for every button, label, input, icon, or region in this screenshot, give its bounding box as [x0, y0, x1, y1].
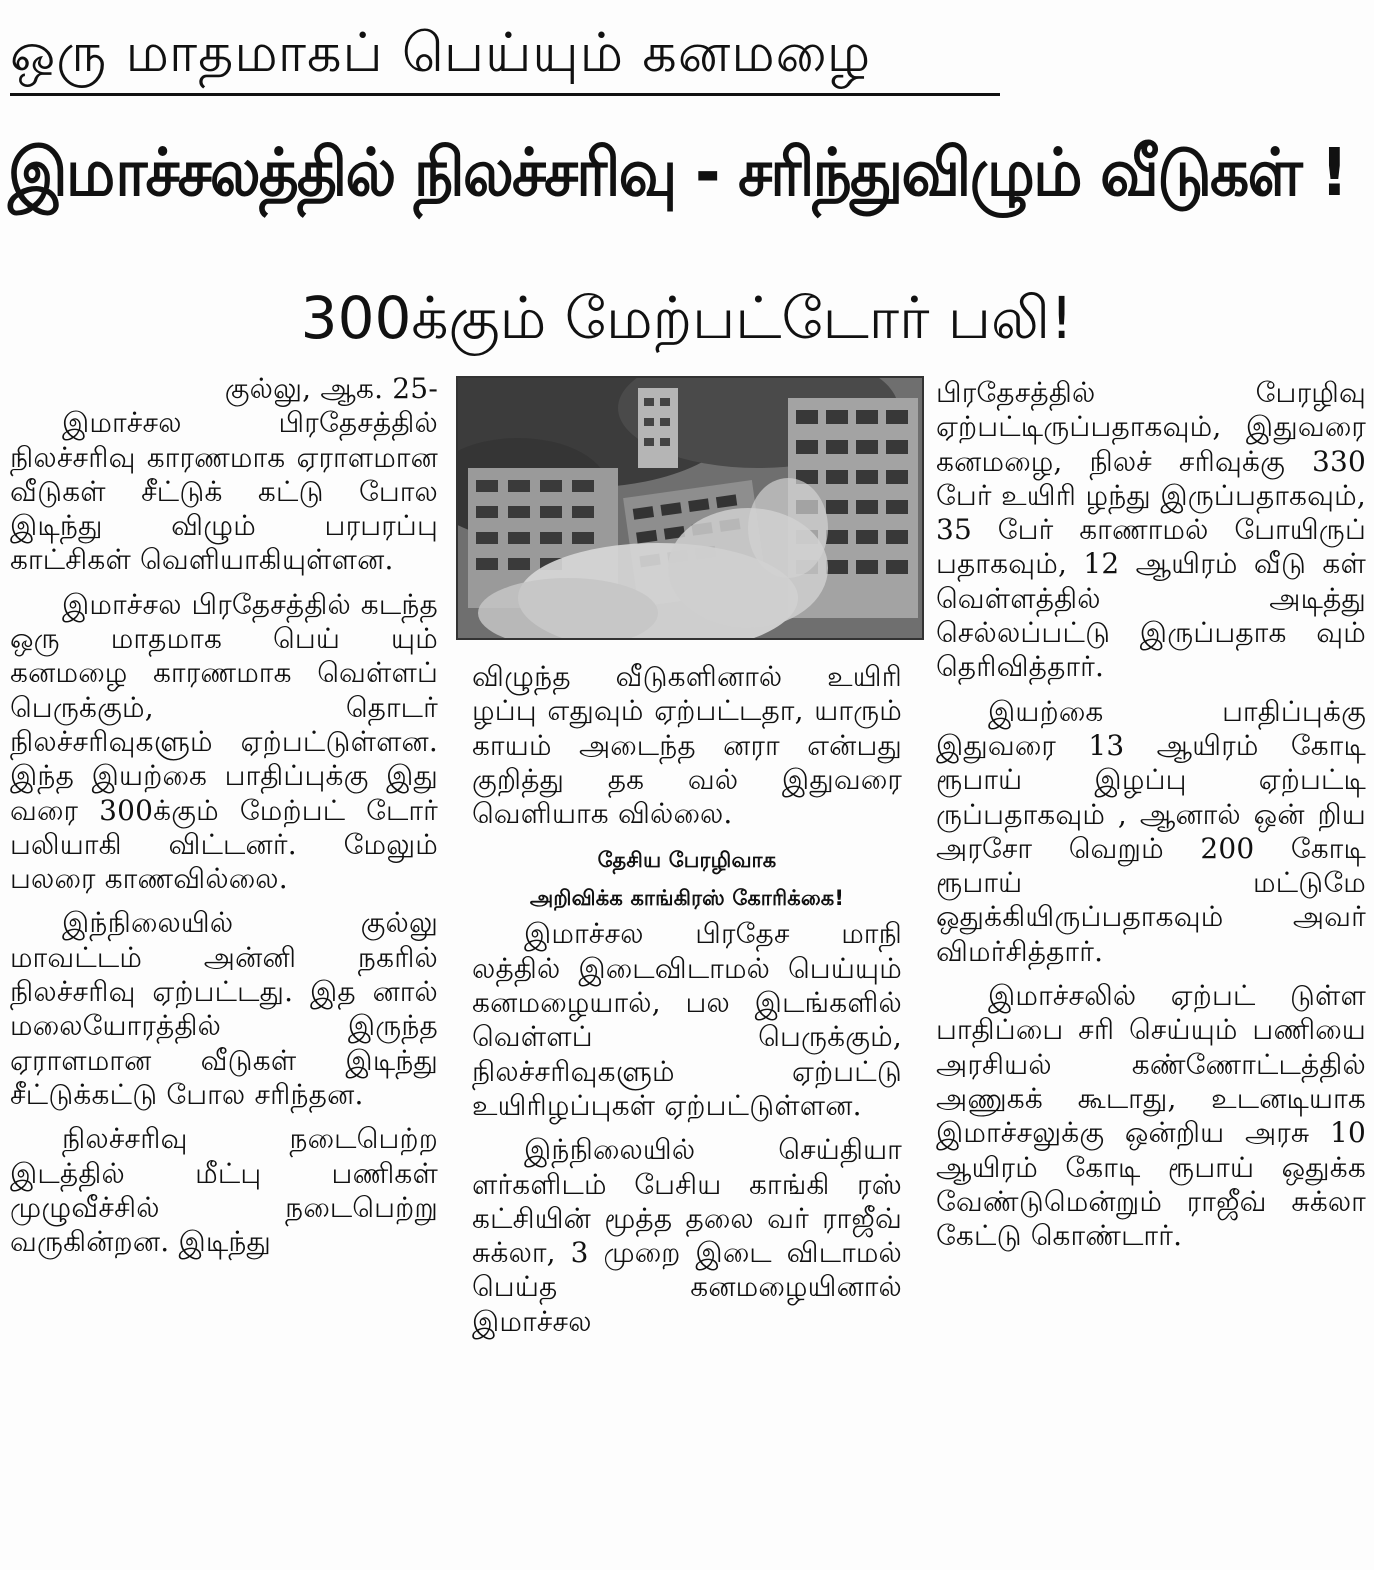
article-column-1	[10, 372, 438, 1269]
paragraph: விழுந்த வீடுகளினால் உயிரி ழப்பு எதுவும் ஏற்பட்டதா, யாரும் காயம் அடைந்த னரா என்பது குறித்து தக வல் இதுவரை வெளியாக வில்லை.	[472, 660, 902, 831]
sub-headline: 300க்கும் மேற்பட்டோர் பலி!	[300, 284, 1074, 352]
paragraph: நிலச்சரிவு நடைபெற்ற இடத்தில் மீட்பு பணிகள் முழுவீச்சில் நடைபெற்று வருகின்றன. இடிந்து	[10, 1122, 438, 1259]
paragraph: இமாச்சல பிரதேச மாநி லத்தில் இடைவிடாமல் பெய்யும் கனமழையால், பல இடங்களில் வெள்ளப் பெருக்கும், நிலச்சரிவுகளும் ஏற்பட்டு உயிரிழப்புகள் ஏற்பட்டுள்ளன.	[472, 917, 902, 1122]
subheading-line-2: அறிவிக்க காங்கிரஸ் கோரிக்கை!	[529, 886, 845, 911]
paragraph: இமாச்சல பிரதேசத்தில் கடந்த ஒரு மாதமாக பெய் யும் கனமழை காரணமாக வெள்ளப் பெருக்கும், தொடர் நிலச்சரிவுகளும் ஏற்பட்டுள்ளன. இந்த இயற்கை பாதிப்புக்கு இது வரை 300க்கும் மேற்பட் டோர் பலியாகி விட்டனர். மேலும் பலரை காணவில்லை.	[10, 587, 438, 896]
article-column-2	[472, 660, 902, 1349]
paragraph: இமாச்சல பிரதேசத்தில் நிலச்சரிவு காரணமாக ஏராளமான வீடுகள் சீட்டுக் கட்டு போல இடிந்து விழும் பரபரப்பு காட்சிகள் வெளியாகியுள்ளன.	[10, 406, 438, 577]
paragraph: இந்நிலையில் குல்லு மாவட்டம் அன்னி நகரில் நிலச்சரிவு ஏற்பட்டது. இத னால் மலையோரத்தில் இருந்த ஏராளமான வீடுகள் இடிந்து சீட்டுக்கட்டு போல சரிந்தன.	[10, 906, 438, 1111]
main-headline: இமாச்சலத்தில் நிலச்சரிவு - சரிந்துவிழும் வீடுகள் !	[8, 134, 1347, 211]
paragraph: பிரதேசத்தில் பேரழிவு ஏற்பட்டிருப்பதாகவும், இதுவரை கனமழை, நிலச் சரிவுக்கு 330 பேர் உயிரி ழந்து இருப்பதாகவும், 35 பேர் காணாமல் போயிருப் பதாகவும், 12 ஆயிரம் வீடு கள் வெள்ளத்தில் அடித்து செல்லப்பட்டு இருப்பதாக வும் தெரிவித்தார்.	[936, 376, 1366, 684]
paragraph: இயற்கை பாதிப்புக்கு இதுவரை 13 ஆயிரம் கோடி ரூபாய் இழப்பு ஏற்பட்டி ருப்பதாகவும் , ஆனால் ஒன் றிய அரசோ வெறும் 200 கோடி ரூபாய் மட்டுமே ஒதுக்கியிருப்பதாகவும் அவர் விமர்சித்தார்.	[936, 694, 1366, 968]
collapsing-buildings-image	[458, 378, 922, 638]
kicker-underline	[10, 93, 1000, 96]
paragraph: இந்நிலையில் செய்தியா ளர்களிடம் பேசிய காங்கி ரஸ் கட்சியின் மூத்த தலை வர் ராஜீவ் சுக்லா, 3 முறை இடை விடாமல் பெய்த கனமழையினால் இமாச்சல	[472, 1133, 902, 1338]
subheading-line-1: தேசிய பேரழிவாக	[597, 848, 777, 873]
kicker-headline: ஒரு மாதமாகப் பெய்யும் கனமழை	[10, 21, 872, 84]
article-column-3	[936, 376, 1366, 1263]
news-photo	[456, 376, 924, 640]
paragraph: இமாச்சலில் ஏற்பட் டுள்ள பாதிப்பை சரி செய்யும் பணியை அரசியல் கண்ணோட்டத்தில் அணுகக் கூடாது, உடனடியாக இமாச்சலுக்கு ஒன்றிய அரசு 10 ஆயிரம் கோடி ரூபாய் ஒதுக்க வேண்டுமென்றும் ராஜீவ் சுக்லா கேட்டு கொண்டார்.	[936, 979, 1366, 1253]
dateline: குல்லு, ஆக. 25-	[224, 372, 438, 405]
